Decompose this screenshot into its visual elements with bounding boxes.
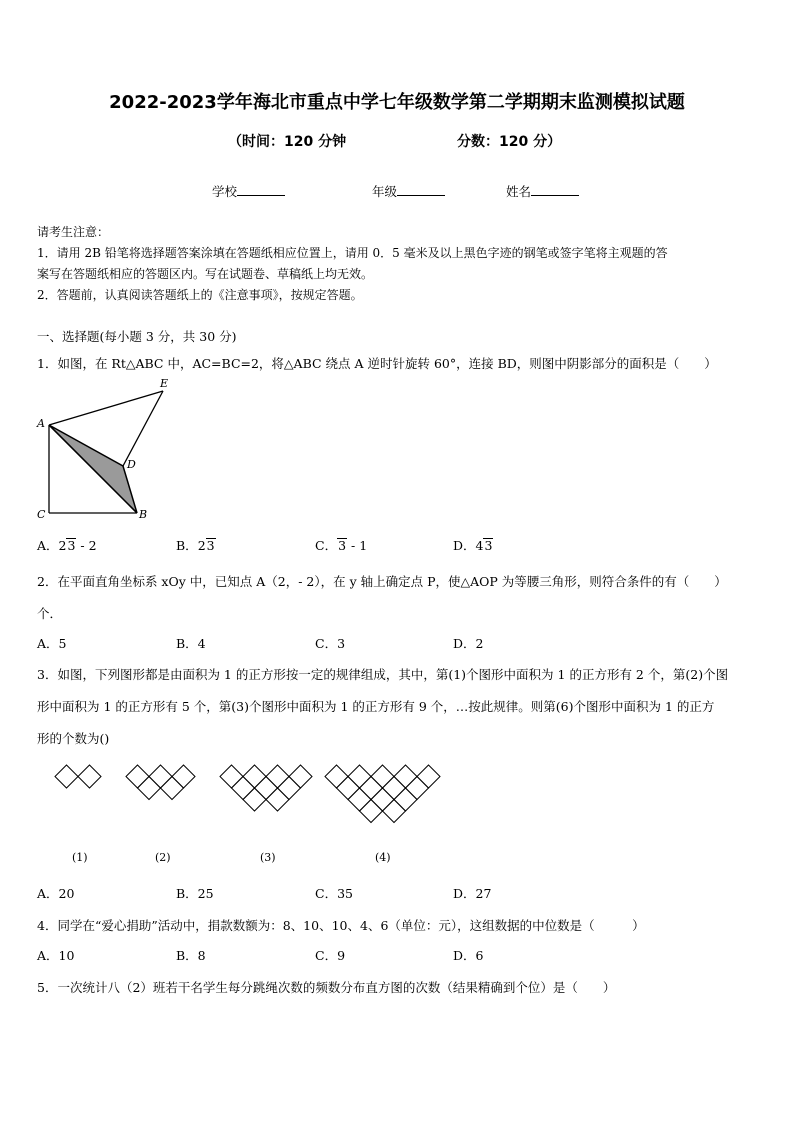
q4-option-a: A．10 [37,948,75,963]
q4-option-b: B．8 [176,948,206,963]
exam-score: 分数：120 分） [457,134,562,150]
unit-square-fig4 [371,788,394,811]
notice-line-3: 2．答题前，认真阅读答题纸上的《注意事项》，按规定答题。 [37,288,363,302]
unit-square-fig4 [337,777,360,800]
q2-option-d: D．2 [453,636,484,651]
name-field [506,182,579,200]
unit-square-fig2 [172,765,195,788]
unit-square-fig3 [278,777,301,800]
unit-square-fig4 [348,788,371,811]
unit-square-fig4 [394,765,417,788]
q2-option-b: B．4 [176,636,206,651]
unit-square-fig4 [325,765,348,788]
unit-square-fig3 [232,777,255,800]
q1-option-a: A．23 - 2 [37,538,97,553]
unit-square-fig2 [138,777,161,800]
segment-AE [49,391,163,425]
point-label-A: A [37,417,45,430]
question-2-line-2: 个． [37,606,63,621]
segment-ED [123,391,163,466]
school-label: 学校 [212,184,238,199]
notice-line-1: 1．请用 2B 铅笔将选择题答案涂填在答题纸相应位置上，请用 0．5 毫米及以上黑色字迹的钢笔或签字笔将主观题的答 [37,246,668,260]
question-3-figures [40,755,460,870]
caption-4: (4) [375,851,391,864]
point-label-C: C [37,508,46,521]
question-4-text: 4．同学在“爱心捐助”活动中，捐款数额为：8、10、10、4、6（单位：元），这组数据的中位数是（ ） [37,918,645,933]
q2-option-c: C．3 [315,636,346,651]
unit-square-fig4 [348,765,371,788]
q1-option-b: B．23 [176,538,215,553]
unit-square-fig2 [149,765,172,788]
question-3-line-2: 形中面积为 1 的正方形有 5 个，第(3)个图形中面积为 1 的正方形有 9 个，…按此规律。则第(6)个图形中面积为 1 的正方 [37,699,715,714]
unit-square-fig4 [406,777,429,800]
exam-title: 2022-2023学年海北市重点中学七年级数学第二学期期末监测模拟试题 [109,92,685,113]
unit-square-fig3 [243,788,266,811]
name-blank [531,182,579,196]
point-label-E: E [160,377,169,390]
unit-square-fig4 [360,800,383,823]
point-label-B: B [139,508,148,521]
school-blank [237,182,285,196]
unit-square-fig4 [383,800,406,823]
unit-square-fig3 [289,765,312,788]
caption-2: (2) [155,851,171,864]
unit-square-fig4 [360,777,383,800]
notice-line-2: 案写在答题纸相应的答题区内。写在试题卷、草稿纸上均无效。 [37,267,374,281]
caption-1: (1) [72,851,88,864]
caption-3: (3) [260,851,276,864]
q2-option-a: A．5 [37,636,67,651]
grade-field [372,182,445,200]
unit-square-fig2 [161,777,184,800]
unit-square-fig4 [371,765,394,788]
question-1-figure [30,375,180,525]
unit-square-fig4 [383,777,406,800]
unit-square-fig1 [55,765,78,788]
grade-blank [397,182,445,196]
q3-option-b: B．25 [176,886,214,901]
unit-square-fig3 [266,765,289,788]
q3-option-d: D．27 [453,886,492,901]
school-field [212,182,285,200]
point-label-D: D [127,458,136,471]
section-heading: 一、选择题(每小题 3 分，共 30 分) [37,329,237,344]
question-3-line-1: 3．如图，下列图形都是由面积为 1 的正方形按一定的规律组成，其中，第(1)个图形中面积为 1 的正方形有 2 个，第(2)个图 [37,667,729,682]
unit-square-fig2 [126,765,149,788]
q4-option-c: C．9 [315,948,346,963]
name-label: 姓名 [506,184,532,199]
q3-option-c: C．35 [315,886,353,901]
question-3-line-3: 形的个数为() [37,731,110,746]
question-5-text: 5．一次统计八（2）班若干名学生每分跳绳次数的频数分布直方图的次数（结果精确到个位）是（ ） [37,980,616,995]
exam-time: （时间：120 分钟 [228,134,347,150]
q4-option-d: D．6 [453,948,484,963]
question-2-line-1: 2．在平面直角坐标系 xOy 中，已知点 A（2，- 2），在 y 轴上确定点 P，使△AOP 为等腰三角形，则符合条件的有（ ） [37,574,727,589]
unit-square-fig4 [417,765,440,788]
question-1-text: 1．如图，在 Rt△ABC 中，AC=BC=2，将△ABC 绕点 A 逆时针旋转 60°，连接 BD，则图中阴影部分的面积是（ ） [37,356,717,371]
unit-square-fig3 [255,777,278,800]
unit-square-fig3 [220,765,243,788]
notice-heading: 请考生注意： [37,225,110,239]
q1-option-d: D．43 [453,538,493,553]
q1-option-c: C．3 - 1 [315,538,368,553]
unit-square-fig3 [243,765,266,788]
unit-square-fig3 [266,788,289,811]
unit-square-fig4 [394,788,417,811]
grade-label: 年级 [372,184,398,199]
unit-square-fig1 [78,765,101,788]
q3-option-a: A．20 [37,886,75,901]
